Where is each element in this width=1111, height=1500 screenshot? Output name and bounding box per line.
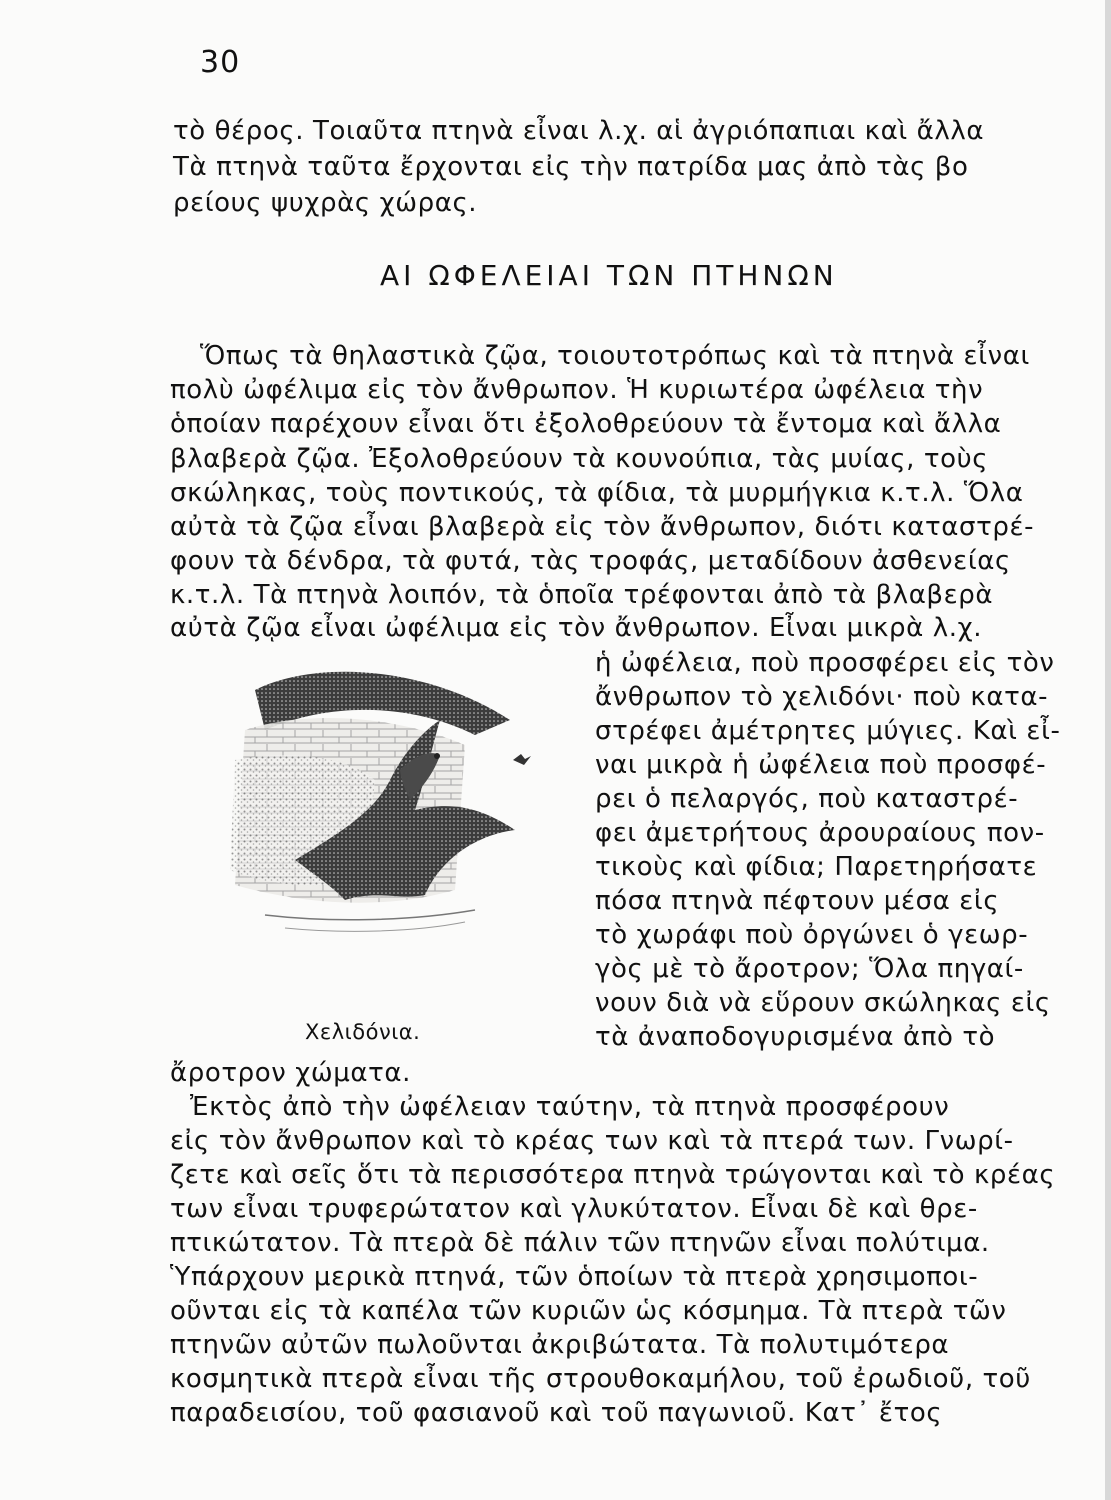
side-line: τὰ ἀναποδογυρισμένα ἀπὸ τὸ [595, 1022, 996, 1052]
body-line: αὐτὰ ζῷα εἶναι ὠφέλιμα εἰς τὸν ἄνθρωπον. Εἶναι μικρὰ λ.χ. [170, 613, 983, 643]
side-line: νουν διὰ νὰ εὕρουν σκώληκας εἰς [595, 988, 1051, 1018]
body-line: αὐτὰ τὰ ζῷα εἶναι βλαβερὰ εἰς τὸν ἄνθρωπον, διότι καταστρέ- [170, 512, 1035, 542]
section-heading: ΑΙ ΩΦΕΛΕΙΑΙ ΤΩΝ ΠΤΗΝΩΝ [380, 259, 838, 292]
side-line: φει ἀμετρήτους ἀρουραίους πον- [595, 818, 1045, 848]
tail-line: οῦνται εἰς τὰ καπέλα τῶν κυριῶν ὡς κόσμημα. Τὰ πτερὰ τῶν [170, 1296, 1007, 1326]
page-number: 30 [200, 45, 241, 80]
body-line: κ.τ.λ. Τὰ πτηνὰ λοιπόν, τὰ ὁποῖα τρέφονται ἀπὸ τὰ βλαβερὰ [170, 580, 994, 610]
side-line: γὸς μὲ τὸ ἄροτρον; Ὅλα πηγαί- [595, 954, 1024, 984]
tail-line: ζετε καὶ σεῖς ὅτι τὰ περισσότερα πτηνὰ τρώγονται καὶ τὸ κρέας [170, 1160, 1056, 1190]
side-line: πόσα πτηνὰ πέφτουν μέσα εἰς [595, 886, 1000, 916]
side-line: ναι μικρὰ ἡ ὠφέλεια ποὺ προσφέ- [595, 750, 1047, 780]
swallows-illustration [225, 660, 545, 940]
side-line: τικοὺς καὶ φίδια; Παρετηρήσατε [595, 852, 1038, 882]
page-edge-shadow [1105, 0, 1111, 1500]
side-line: ἄνθρωπον τὸ χελιδόνι· ποὺ κατα- [595, 682, 1049, 712]
body-line: πολὺ ὠφέλιμα εἰς τὸν ἄνθρωπον. Ἡ κυριωτέρα ὠφέλεια τὴν [170, 375, 984, 405]
tail-line: κοσμητικὰ πτερὰ εἶναι τῆς στρουθοκαμήλου, τοῦ ἐρωδιοῦ, τοῦ [170, 1364, 1031, 1394]
tail-line: των εἶναι τρυφερώτατον καὶ γλυκύτατον. Εἶναι δὲ καὶ θρε- [170, 1194, 978, 1224]
side-line: ρει ὁ πελαργός, ποὺ καταστρέ- [595, 784, 1019, 814]
tail-line: εἰς τὸν ἄνθρωπον καὶ τὸ κρέας των καὶ τὰ πτερά των. Γνωρί- [170, 1126, 1014, 1156]
tail-line: παραδεισίου, τοῦ φασιανοῦ καὶ τοῦ παγωνιοῦ. Κατ᾽ ἔτος [170, 1398, 943, 1428]
side-line: στρέφει ἀμέτρητες μύγιες. Καὶ εἶ- [595, 716, 1061, 746]
body-line: ὁποίαν παρέχουν εἶναι ὅτι ἐξολοθρεύουν τὰ ἔντομα καὶ ἄλλα [170, 409, 1002, 439]
intro-line: ρείους ψυχρὰς χώρας. [173, 188, 478, 218]
illustration-caption: Χελιδόνια. [305, 1020, 421, 1044]
tail-line: ἄροτρον χώματα. [170, 1058, 411, 1088]
tail-line: πτηνῶν αὐτῶν πωλοῦνται ἀκριβώτατα. Τὰ πολυτιμότερα [170, 1330, 950, 1360]
body-line: φουν τὰ δένδρα, τὰ φυτά, τὰς τροφάς, μεταδίδουν ἀσθενείας [170, 546, 1011, 576]
intro-line: τὸ θέρος. Τοιαῦτα πτηνὰ εἶναι λ.χ. αἱ ἀγριόπαπιαι καὶ ἄλλα [173, 116, 985, 146]
tail-line: πτικώτατον. Τὰ πτερὰ δὲ πάλιν τῶν πτηνῶν εἶναι πολύτιμα. [170, 1228, 990, 1258]
intro-line: Τὰ πτηνὰ ταῦτα ἔρχονται εἰς τὴν πατρίδα μας ἀπὸ τὰς βο [173, 152, 969, 182]
tail-line: Ὑπάρχουν μερικὰ πτηνά, τῶν ὁποίων τὰ πτερὰ χρησιμοποι- [170, 1262, 979, 1292]
body-line: σκώληκας, τοὺς ποντικούς, τὰ φίδια, τὰ μυρμήγκια κ.τ.λ. Ὅλα [170, 478, 1024, 508]
side-line: ἡ ὠφέλεια, ποὺ προσφέρει εἰς τὸν [595, 648, 1055, 678]
tail-line: Ἐκτὸς ἀπὸ τὴν ὠφέλειαν ταύτην, τὰ πτηνὰ προσφέρουν [190, 1092, 950, 1122]
side-line: τὸ χωράφι ποὺ ὀργώνει ὁ γεωρ- [595, 920, 1029, 950]
body-line: βλαβερὰ ζῷα. Ἐξολοθρεύουν τὰ κουνούπια, τὰς μυίας, τοὺς [170, 444, 989, 474]
body-line: Ὅπως τὰ θηλαστικὰ ζῷα, τοιουτοτρόπως καὶ τὰ πτηνὰ εἶναι [200, 341, 1030, 371]
